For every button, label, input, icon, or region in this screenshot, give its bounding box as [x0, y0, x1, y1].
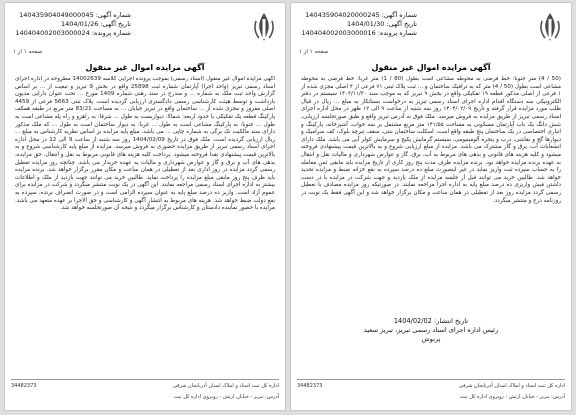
case-number: 140404002003000016: [301, 29, 376, 37]
notice-header-fields: [13, 11, 131, 38]
case-number: 140404002003000024: [15, 29, 90, 37]
notice-header: [299, 11, 563, 49]
iran-emblem-icon: [251, 11, 277, 45]
case-number-row: شماره پرونده: 140404002003000016: [301, 29, 417, 37]
page-footer: [297, 379, 565, 406]
footer-org: اداره کل ثبت اسناد و املاک استان آذربایجان شرقی: [458, 383, 565, 389]
notice-number-row: شماره آگهی: 140435904049000045: [19, 11, 131, 19]
footer-address: آدرس: تبریز - خیابان ارتش - روبروی اداره کل ثبت: [459, 394, 565, 400]
footer-phone: 34482373: [297, 383, 323, 389]
page-number: صفحه ۱ از ۱: [13, 49, 43, 55]
page-footer: [11, 379, 279, 406]
signatory-name: پرنوش: [421, 335, 441, 343]
notice-date-row: تاریخ آگهی: 1404/01/30: [346, 20, 417, 28]
case-number-row: شماره پرونده: 140404002003000024: [15, 29, 131, 37]
notice-date: 1404/01/30: [346, 20, 385, 28]
page-number: صفحه ۱ از ۱: [299, 49, 329, 55]
notice-page-left: [4, 2, 286, 411]
notice-number: 140435904020000245: [305, 11, 380, 19]
notice-page-right: [290, 2, 572, 411]
iran-emblem-icon: [537, 11, 563, 45]
notice-number-row: شماره آگهی: 140435904020000245: [305, 11, 417, 19]
notice-header: [13, 11, 277, 49]
notice-date-row: تاریخ آگهی: 1404/01/26: [60, 20, 131, 28]
notice-signature: [291, 317, 571, 344]
notice-date: 1404/01/26: [60, 20, 99, 28]
notice-header-fields: [299, 11, 417, 38]
notice-body: آگهی مزایده اموال غیر منقول (اسناد رسمی) بموجب پرونده اجرایی کلاسه 14002639 مطروحه در اداره اجرای اسناد رسمی تبریز (واحد اجرا) آپارتمان شماره ثبت 25898 واقع در بخش 9 تبریز و تبعیت از ... بر اساس گزارش واحد ثبت ملک به شماره ... و مندرج در سند رهنی شماره 1409 مورخ ... تحت عنوان دارایی مدیون بازداشت و توسط هیئت کارشناسی رسمی دادگستری ارزیابی گردیده است. پلاک ثبتی 5663 فرعی از 4459 اصلی مفروز و مجزی شده از ... ساختمان واقع در تبریز خیابان ... به مساحت 83/21 متر مربع در طبقه همکف پارکینگ قطعه یک تفکیکی با حدود اربعه: شمالا: دیواریست به طول ... شرقا: به راهرو و راه پله مشاعی است به طول ... جنوبا: به پارکینگ مشاعی است به طول ... غربا: به دیوار ساختمان است به طول ... که ملک مذکور دارای سند مالکیت تک برگی به شماره چاپی ... می باشد. مبلغ پایه مزایده بر اساس نظریه کارشناس به مبلغ ... ریال ارزیابی گردیده است. ملک فوق در تاریخ 1404/02/09 روز سه شنبه از ساعت 9 الی 12 در محل اداره اجرای اسناد رسمی تبریز از طریق مزایده حضوری به فروش میرسد. مزایده از مبلغ پایه کارشناسی شروع و به بالاترین قیمت پیشنهادی نقدا فروخته میشود. پرداخت کلیه هزینه های قانونی مربوط به نقل و انتقال، حق مزایده، بدهی های آب و برق و گاز و عوارض شهرداری و مالیات به عهده خریدار می باشد. چنانچه روز مزایده تعطیل رسمی گردد مزایده در روز اداری بعد از تعطیلی در همان ساعت و مکان مقرر برگزار خواهد شد. برنده مزایده باید ظرف پنج روز مابقی مبلغ مزایده را پرداخت نماید. طالبین خرید می توانند جهت بازدید از ملک و اطلاعات بیشتر به اداره اجرای اسناد رسمی مراجعه نمایند. این آگهی در یک نوبت منتشر میگردد و شرکت در مزایده برای عموم آزاد است. واریز ده درصد مبلغ پایه به عنوان سپرده الزامی است و در صورت انصراف برنده، سپرده به نفع دولت ضبط خواهد شد. هزینه های مربوط به انتشار آگهی و کارشناسی و حق الاجرا بر عهده متعهد می باشد. مزایده با حضور نماینده دادستان و کارشناس برگزار میگردد و نتیجه آن صورتجلسه خواهد شد.: [15, 76, 275, 212]
publish-date: تاریخ انتشار: 1404/02/02: [393, 317, 469, 325]
notice-title: آگهی مزایده اموال غیر منقول: [371, 63, 491, 72]
notice-title: آگهی مزایده اموال غیر منقول: [85, 63, 205, 72]
footer-address: آدرس: تبریز - خیابان ارتش - روبروی اداره کل ثبت: [173, 394, 279, 400]
notice-number: 140435904049000045: [19, 11, 94, 19]
footer-phone: 34482373: [11, 383, 37, 389]
notice-body: (50 / 4) متر جنوبا: خط فرضی به محوطه مشاعی است بطول (80 / 1) متر غربا: خط فرضی به محوطه مشاعی است بطول (50 / 4) متر که به ترافیک ساختمان و ... ثبت پلاک ثبتی ۷۱ فرعی از ۴ اصلی مجزی شده از ۱ فرعی از اصلی مذکور قطعه ۱۹ تفکیکی واقع در بخش ۹ تبریز که به موجب سند ۱۴۰۳/۱۱/۳۰ سیستم در دفتر الکترونیکی سه دستگاه اقدام اداره اجرای اسناد رسمی تبریز به درخواست بستانکار به مبلغ ... ریال در قبال طلب مورد مزایده قرار گرفته و تاریخ ۱۴۰۴/۰۲/۰۹ روز سه شنبه از ساعت ۹ الی ۱۲ ظهر در محل اداره اجرای اسناد رسمی تبریز از طریق مزایده به فروش میرسد. ملک فوق به آدرس تبریز واقع و طبق صورتجلسه ارزیابی، شش دانگ یک باب آپارتمان مسکونی به مساحت ۱۴۱/۵۵ متر مربع مشتمل بر سه خواب، آشپزخانه، پارکینگ و انباری اختصاصی در یک ساختمان پنج طبقه واقع است. اسکلت ساختمان بتنی، سقف تیرچه بلوک، کف سرامیک و دیوارها گچ و نقاشی، درب و پنجره آلومینیومی، سیستم گرمایش پکیج و سرمایش کولر آبی می باشد. ملک دارای انشعابات آب، برق و گاز مشترک می باشد. مزایده از مبلغ ارزیابی شروع و به بالاترین قیمت پیشنهادی فروخته میشود و کلیه هزینه های قانونی و بدهی های مربوط به آب، برق، گاز و عوارض شهرداری و مالیات نقل و انتقال به عهده برنده مزایده خواهد بود. برنده مزایده ظرف مدت پنج روز کاری از تاریخ مزایده باید مابقی ثمن معامله را به حساب سپرده ثبت واریز نماید در غیر اینصورت مبلغ ده درصد سپرده به نفع خزانه ضبط و مزایده تجدید خواهد شد. طالبین خرید می توانند قبل از جلسه مزایده از ملک بازدید و جهت شرکت در مزایده با در دست داشتن فیش واریزی ده درصد مبلغ پایه به اداره اجرا مراجعه نمایند. در صورتیکه روز مزایده مصادف با تعطیل رسمی گردد مزایده روز بعد از تعطیلی در همان ساعت و مکان برگزار خواهد شد و این آگهی فقط یک نوبت در روزنامه درج و منتشر میگردد.: [301, 76, 561, 204]
footer-org: اداره کل ثبت اسناد و املاک استان آذربایجان شرقی: [172, 383, 279, 389]
signatory-title: رئیس اداره اجرای اسناد رسمی تبریز، تبریز سعید: [363, 326, 499, 334]
